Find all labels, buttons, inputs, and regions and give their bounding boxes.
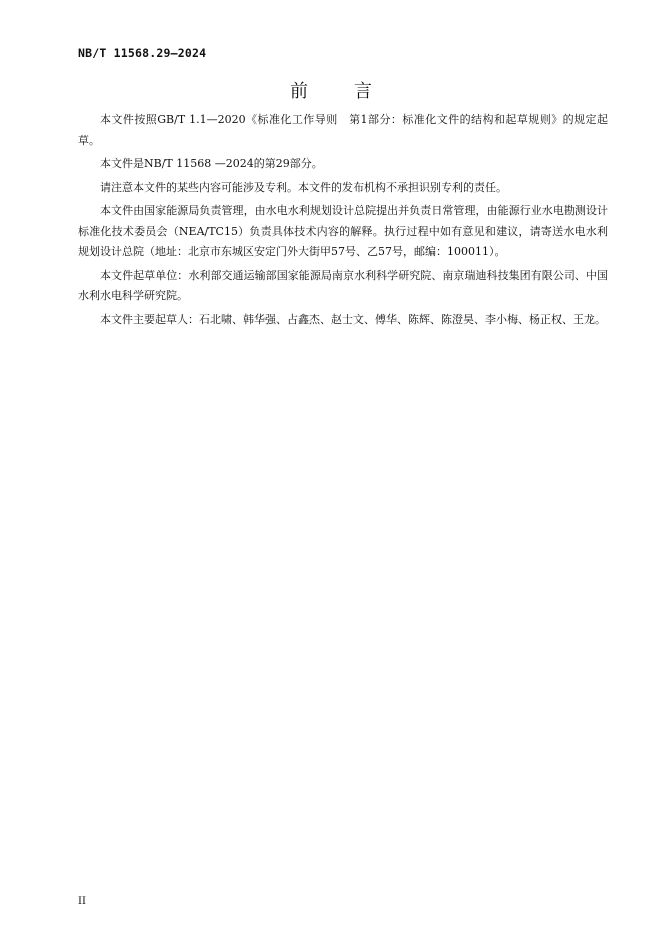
document-code: NB/T 11568.29—2024 bbox=[78, 46, 207, 60]
paragraph-part-number: 本文件是NB/T 11568 —2024的第29部分。 bbox=[100, 157, 323, 170]
paragraph-patent-notice: 请注意本文件的某些内容可能涉及专利。本文件的发布机构不承担识别专利的责任。 bbox=[100, 180, 507, 194]
page-title: 前 言 bbox=[290, 81, 386, 102]
paragraph-management: 本文件由国家能源局负责管理，由水电水利规划设计总院提出并负责日常管理，由能源行业水电勘测设计标准化技术委员会（NEA/TC15）负责具体技术内容的解释。执行过程中如有意见和建议，请寄送水电水利规划设计总院（地址：北京市东城区安定门外大街甲57号、乙57号，邮编：100011）。 bbox=[78, 204, 608, 258]
page-number: II bbox=[78, 896, 86, 907]
paragraph-drafters: 本文件主要起草人：石北啸、韩华强、占鑫杰、赵士文、傅华、陈辉、陈澄昊、李小梅、杨正权、王龙。 bbox=[100, 312, 606, 326]
paragraph-drafting-units: 本文件起草单位：水利部交通运输部国家能源局南京水利科学研究院、南京瑞迪科技集团有限公司、中国水利水电科学研究院。 bbox=[78, 268, 608, 302]
foreword-body bbox=[78, 110, 608, 333]
paragraph-drafting-rules: 本文件按照GB/T 1.1—2020《标准化工作导则 第1部分：标准化文件的结构和起草规则》的规定起草。 bbox=[78, 113, 608, 147]
